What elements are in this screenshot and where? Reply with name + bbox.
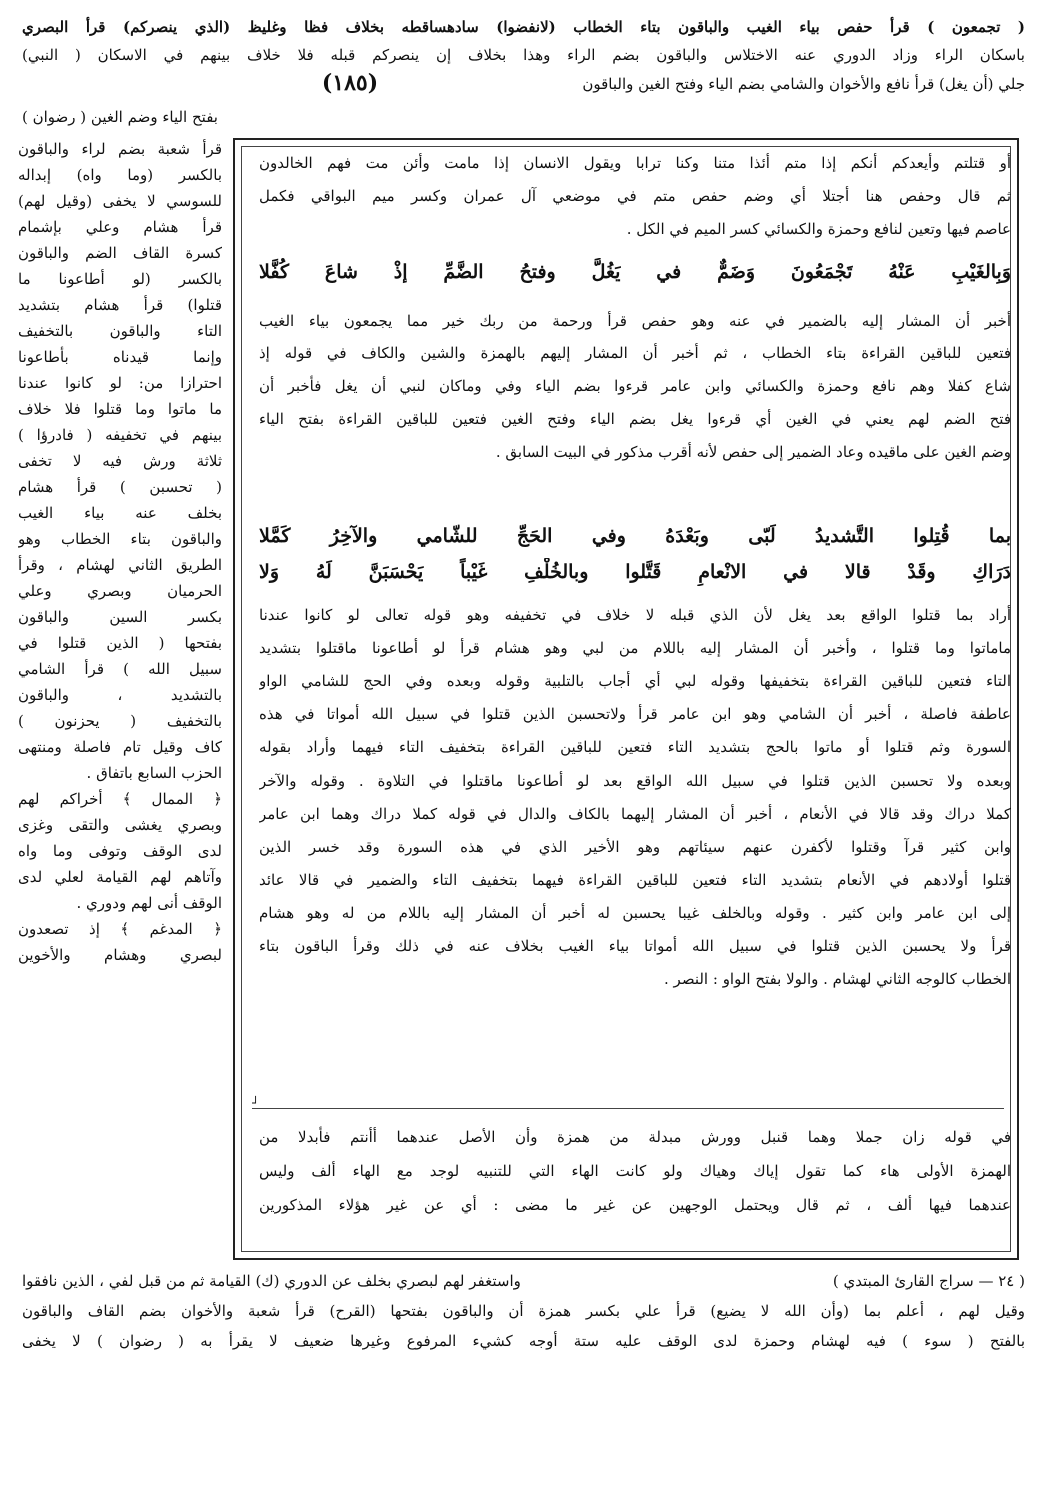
- side-line-19: بكسر السين والباقون: [18, 608, 222, 626]
- commentary-1-line-3: شاع كفلا وهم نافع وحمزة والكسائي وابن عامر قرءوا بضم الياء وفي وماكان لنبي أن يغل فأخبر أن: [259, 377, 1011, 395]
- side-line-7: قتلوا) قرأ هشام بتشديد: [18, 296, 222, 314]
- side-line-15: بخلف عنه بياء الغيب: [18, 504, 222, 522]
- bottom-line-1: واستغفر لهم لبصري بخلف عن الدوري (ك) القيامة ثم من قبل لفي ، الذين نافقوا: [22, 1272, 521, 1290]
- side-line-28: لدى الوقف وتوفى وما واه: [18, 842, 222, 860]
- footnote-mark: ┘: [252, 1096, 260, 1110]
- top-line-2: باسكان الراء وزاد الدوري عنه الاختلاس والباقون بضم الراء وهذا بخلاف إن ينصركم قبله فلا خلاف بينهم في الاسكان ( النبي): [22, 46, 1025, 64]
- main-line-3: عاصم فيها وتعين لنافع وحمزة والكسائي كسر الميم في الكل .: [626, 220, 1011, 238]
- verse-2b: دَرَاكِ وقَدْ قالا في الانْعامِ قَتَّلوا وبالخُلْفِ غَيْباً يَحْسَبَنَّ لَهُ وَلا: [259, 561, 1011, 583]
- side-line-27: وبصري يغشى والتقى وغزى: [18, 816, 222, 834]
- commentary-2-line-5: السورة وثم قتلوا أو ماتوا بالحج بتشديد التاء فتعين للباقين القراءة بتخفيف التاء فيهما وأراد بقوله: [259, 738, 1011, 756]
- bottom-line-2: وقيل لهم ، أعلم بما (وأن الله لا يضيع) قرأ علي بكسر همزة أن والباقون بفتحها (القرح) قرأ شعبة والأخوان بضم القاف والباقون: [22, 1302, 1025, 1320]
- footnote-line-3: عندهما فيها ألف ، ثم قال ويحتمل الوجهين عن غير ما مضى : أي عن غير هؤلاء المذكورين: [259, 1196, 1011, 1214]
- side-line-1: قرأ شعبة بضم لراء والباقون: [18, 140, 222, 158]
- side-line-14: ( تحسبن ) قرأ هشام: [18, 478, 222, 496]
- side-line-9: وإنما قيدناه بأطاعونا: [18, 348, 222, 366]
- side-line-6: بالكسر (لو أطاعونا ما: [18, 270, 222, 288]
- commentary-2-line-6: وبعده ولا تحسبن الذين قتلوا في سبيل الله الواقع بعد لو أطاعونا ماقتلوا في التلاوة . وقوله والآخر: [259, 772, 1011, 790]
- side-line-8: التاء والباقون بالتخفيف: [18, 322, 222, 340]
- side-line-5: كسرة القاف الضم والباقون: [18, 244, 222, 262]
- footnote-line-2: الهمزة الأولى هاء كما تقول إياك وهياك ولو كانت الهاء التي للتنبيه لوجد مع الهاء ألف وليس: [259, 1162, 1011, 1180]
- side-line-11: ما ماتوا وما قتلوا فلا خلاف: [18, 400, 222, 418]
- header-right-text: بفتح الياء وضم الغين ( رضوان ): [22, 108, 218, 126]
- commentary-2-line-7: كملا دراك وقد قالا في الأنعام ، أخبر أن المشار إليهما بالكاف والدال في قوله كملا دراك وهما ابن عامر: [259, 805, 1011, 823]
- side-line-22: بالتشديد ، والباقون: [18, 686, 222, 704]
- commentary-2-line-2: ماماتوا وما قتلوا ، وأخبر أن المشار إليه باللام من لبي وهو هشام قرأ لو أطاعونا ماقتلوا بتشديد: [259, 639, 1011, 657]
- page-number: (١٨٥): [321, 70, 379, 96]
- side-line-24: كاف وقيل تام فاصلة ومنتهى: [18, 738, 222, 756]
- commentary-2-line-4: عاطفة فاصلة ، أخبر أن الشامي وهو ابن عامر قرأ ولاتحسبن الذين قتلوا في سبيل الله أمواتا في هذه: [259, 705, 1011, 723]
- footnote-line-1: في قوله زان جملا وهما قنبل وورش مبدلة من همزة وأن الأصل عندهما أأنتم فأبدلا من: [259, 1128, 1011, 1146]
- verse-1: وَبِالغَيْبِ عَنْهُ تَجْمَعُونَ وَضَمٌّ في يَغُلَّ وفتحُ الضَّمِّ إذْ شاعَ كُفَّلا: [259, 261, 1011, 283]
- side-line-30: الوقف أنى لهم ودوري .: [76, 894, 222, 912]
- side-line-4: قرأ هشام وعلي بإشمام: [18, 218, 222, 236]
- side-line-26: ﴿ الممال ﴾ أخراكم لهم: [18, 790, 222, 808]
- side-line-21: سبيل الله ) قرأ الشامي: [18, 660, 222, 678]
- commentary-2-line-1: أراد بما قتلوا الواقع بعد يغل لأن الذي قبله لا خلاف في تخفيفه وهو قوله تعالى لو كانوا عندنا: [259, 606, 1011, 624]
- commentary-2-line-12: الخطاب كالوجه الثاني لهشام . والولا بفتح الواو : النصر .: [664, 970, 1011, 988]
- verse-2a: بما قُتِلوا التَّشديدُ لَبّى وبَعْدَهُ وفي الحَجِّ للشّامي والآخِرُ كَمَّلا: [259, 525, 1011, 547]
- side-line-3: للسوسي لا يخفى (وقيل لهم): [18, 192, 222, 210]
- top-line-1: ( تجمعون ) قرأ حفص بياء الغيب والباقون بتاء الخطاب (لانفضوا) سادهساقطه بخلاف فظا وغليظ (الذي ينصركم) قرأ البصري: [22, 18, 1025, 36]
- bottom-line-3: بالفتح ( سوء ) فيه لهشام وحمزة لدى الوقف عليه ستة أوجه كشيء المرفوع وغيرها ضعيف لا يقرأ به ( رضوان ) لا يخفى: [22, 1332, 1025, 1350]
- side-line-31: ﴿ المدغم ﴾ إذ تصعدون: [18, 920, 222, 938]
- side-line-23: بالتخفيف ( يحزنون ): [18, 712, 222, 730]
- footer-page-label: ( ٢٤ — سراج القارئ المبتدي ): [832, 1272, 1025, 1290]
- side-line-32: لبصري وهشام والأخوين: [18, 946, 222, 964]
- commentary-2-line-9: قتلوا أولادهم في الأنعام بتشديد التاء فتعين للباقين القراءة فيهما بتخفيف التاء والضمير في قالا عائد: [259, 871, 1011, 889]
- main-line-1: أو قتلتم وأيعدكم أنكم إذا متم أئذا متنا وكنا ترابا ويقول الانسان إذا مامت وأئن مت فهم الخالدون: [259, 154, 1011, 172]
- commentary-2-line-3: التاء فتعين للباقين القراءة بتخفيفها وقوله لبي أي أجاب بالتلبية وقوله وبعده وفي الحج للشامي الواو: [259, 672, 1011, 690]
- side-line-25: الحزب السابع باتفاق .: [86, 764, 222, 782]
- side-line-17: الطريق الثاني لهشام ، وقرأ: [18, 556, 222, 574]
- commentary-2-line-11: قرأ ولا يحسبن الذين قتلوا في سبيل الله أمواتا بياء الغيب بخلاف عنه في ذلك وقرأ الباقون بتاء: [259, 937, 1011, 955]
- side-line-12: بينهم في تخفيفه ( فادرؤا ): [18, 426, 222, 444]
- commentary-1-line-5: وضم الغين على ماقيده وعاد الضمير إلى حفص لأنه أقرب مذكور في البيت السابق .: [495, 443, 1011, 461]
- commentary-2-line-8: وابن كثير قرآ وقتلوا لأكفرن عنهم سيئاتهم وهو الأخير الذي في هذه السورة وقد خسر الذين: [259, 838, 1011, 856]
- top-line-3: جلي (أن يغل) قرأ نافع والأخوان والشامي بضم الياء وفتح الغين والباقون: [582, 75, 1025, 93]
- footnote-separator: [252, 1108, 1004, 1109]
- side-line-13: ثلاثة ورش فيه لا تخفى: [18, 452, 222, 470]
- side-line-2: بالكسر (وما واه) إبداله: [18, 166, 222, 184]
- commentary-2-line-10: إلى ابن عامر وابن كثير . وقوله وبالخلف غيبا يحسبن له أخبر أن المشار إليه باللام من له وهو هشام: [259, 904, 1011, 922]
- side-line-20: بفتحها ( الذين قتلوا في: [18, 634, 222, 652]
- commentary-1-line-2: فتعين للباقين القراءة بتاء الخطاب ، ثم أخبر أن المشار إليهم بالهمزة والشين والكاف في قوله إذ: [259, 344, 1011, 362]
- main-line-2: ثم قال وحفص هنا أجتلا أي وضم حفص متم في موضعي آل عمران وكسر ميم البواقي فكمل: [259, 187, 1011, 205]
- side-line-18: الحرميان وبصري وعلي: [18, 582, 222, 600]
- commentary-1-line-1: أخبر أن المشار إليه بالضمير في عنه وهو حفص قرأ ورحمة من ربك خير مما يجمعون بياء الغيب: [259, 312, 1011, 330]
- side-line-29: وآتاهم لهم القيامة لعلي لدى: [18, 868, 222, 886]
- side-line-10: احترازا من: لو كانوا عندنا: [18, 374, 222, 392]
- commentary-1-line-4: فتح الضم لهم يعني في الغين أي قرءوا يغل بضم الياء وفتح الغين فتعين للباقين القراءة بفتح الياء: [259, 410, 1011, 428]
- side-line-16: والباقون بتاء الخطاب وهو: [18, 530, 222, 548]
